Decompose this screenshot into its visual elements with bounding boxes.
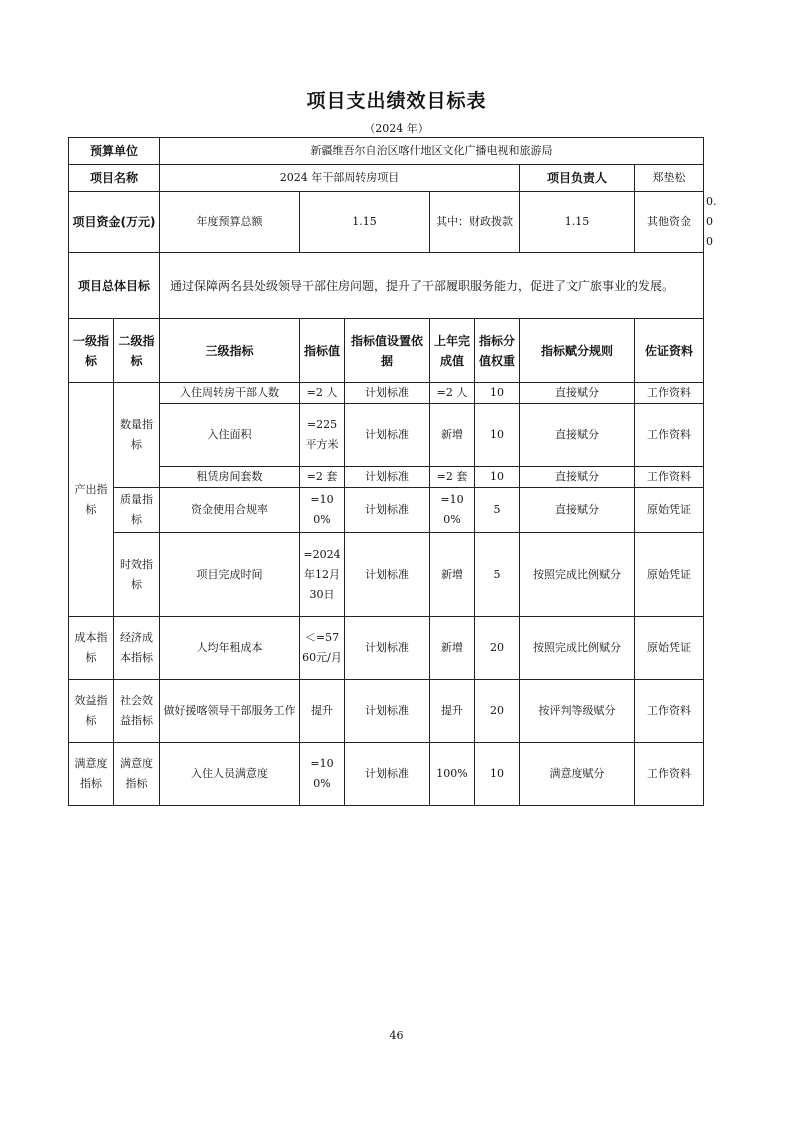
indicator-evidence: 工作资料 [635,383,704,404]
indicator-name: 项目完成时间 [160,533,300,617]
level1-benefit: 效益指标 [69,680,114,743]
level2-satisfaction: 满意度指标 [114,743,160,806]
level2-social-benefit: 社会效益指标 [114,680,160,743]
fiscal-allocation-value: 1.15 [520,192,635,253]
indicator-value: =2024年12月30日 [300,533,345,617]
indicator-basis: 计划标准 [345,467,430,488]
project-name-value: 2024 年干部周转房项目 [160,165,520,192]
indicator-rule: 按评判等级赋分 [520,680,635,743]
overall-goal-label: 项目总体目标 [69,253,160,319]
indicator-weight: 5 [475,488,520,533]
indicator-weight: 10 [475,404,520,467]
indicator-header-row [69,319,704,383]
indicator-last-year: 100% [430,743,475,806]
indicator-evidence: 原始凭证 [635,617,704,680]
table-row [69,533,704,617]
indicator-name: 做好援喀领导干部服务工作 [160,680,300,743]
annual-budget-label: 年度预算总额 [160,192,300,253]
indicator-name: 人均年租成本 [160,617,300,680]
indicator-value: =2 人 [300,383,345,404]
table-row [69,743,704,806]
table-row [69,467,704,488]
indicator-name: 租赁房间套数 [160,467,300,488]
fiscal-allocation-label: 其中：财政拨款 [430,192,520,253]
indicator-weight: 5 [475,533,520,617]
annual-budget-value: 1.15 [300,192,430,253]
indicator-basis: 计划标准 [345,383,430,404]
indicator-evidence: 工作资料 [635,404,704,467]
indicator-basis: 计划标准 [345,488,430,533]
indicator-weight: 10 [475,383,520,404]
header-basis: 指标值设置依据 [345,319,430,383]
page-number: 46 [389,1029,404,1042]
indicator-evidence: 工作资料 [635,680,704,743]
indicator-basis: 计划标准 [345,743,430,806]
indicator-basis: 计划标准 [345,617,430,680]
overall-goal-row [69,253,704,319]
indicator-rule: 满意度赋分 [520,743,635,806]
indicator-value: =100% [300,488,345,533]
header-evidence: 佐证资料 [635,319,704,383]
level2-economic-cost: 经济成本指标 [114,617,160,680]
indicator-rule: 直接赋分 [520,383,635,404]
indicator-name: 入住人员满意度 [160,743,300,806]
indicator-weight: 10 [475,467,520,488]
indicator-evidence: 原始凭证 [635,533,704,617]
project-leader-label: 项目负责人 [520,165,635,192]
indicator-last-year: 新增 [430,404,475,467]
indicator-last-year: =100% [430,488,475,533]
header-level2: 二级指标 [114,319,160,383]
indicator-basis: 计划标准 [345,533,430,617]
project-name-label: 项目名称 [69,165,160,192]
header-weight: 指标分值权重 [475,319,520,383]
table-row [69,617,704,680]
level1-satisfaction: 满意度指标 [69,743,114,806]
indicator-rule: 直接赋分 [520,404,635,467]
header-level1: 一级指标 [69,319,114,383]
funds-label: 项目资金(万元) [69,192,160,253]
indicator-rule: 直接赋分 [520,467,635,488]
indicator-weight: 20 [475,680,520,743]
table-row [69,488,704,533]
header-level3: 三级指标 [160,319,300,383]
project-leader-value: 郑垫松 [635,165,704,192]
indicator-last-year: 提升 [430,680,475,743]
table-row [69,404,704,467]
indicator-rule: 按照完成比例赋分 [520,533,635,617]
indicator-rule: 按照完成比例赋分 [520,617,635,680]
budget-unit-row [69,138,704,165]
indicator-last-year: =2 套 [430,467,475,488]
indicator-basis: 计划标准 [345,680,430,743]
indicator-name: 入住面积 [160,404,300,467]
level1-output: 产出指标 [69,383,114,617]
level1-cost: 成本指标 [69,617,114,680]
indicator-basis: 计划标准 [345,404,430,467]
indicator-value: =2 套 [300,467,345,488]
indicator-name: 入住周转房干部人数 [160,383,300,404]
indicator-value: =225平方米 [300,404,345,467]
level2-quality: 质量指标 [114,488,160,533]
indicator-name: 资金使用合规率 [160,488,300,533]
indicator-last-year: 新增 [430,533,475,617]
performance-table [68,137,717,806]
indicator-value: 提升 [300,680,345,743]
table-row [69,383,704,404]
header-value: 指标值 [300,319,345,383]
indicator-value: =100% [300,743,345,806]
indicator-rule: 直接赋分 [520,488,635,533]
overall-goal-text: 通过保障两名县处级领导干部住房问题，提升了干部履职服务能力，促进了文广旅事业的发展。 [160,253,704,319]
project-name-row [69,165,704,192]
header-last-year: 上年完成值 [430,319,475,383]
indicator-evidence: 原始凭证 [635,488,704,533]
funds-row: 项目资金(万元) 年度预算总额 1.15 其中：财政拨款 1.15 其他资金 0.00 [69,192,704,253]
indicator-last-year: 新增 [430,617,475,680]
indicator-weight: 20 [475,617,520,680]
level2-quantity: 数量指标 [114,383,160,488]
other-funds-label: 其他资金 [635,192,704,253]
header-scoring-rule: 指标赋分规则 [520,319,635,383]
level2-timeliness: 时效指标 [114,533,160,617]
budget-unit-value: 新疆维吾尔自治区喀什地区文化广播电视和旅游局 [160,138,704,165]
indicator-last-year: =2 人 [430,383,475,404]
indicator-weight: 10 [475,743,520,806]
page-title: 项目支出绩效目标表 [306,90,487,112]
table-row [69,680,704,743]
indicator-evidence: 工作资料 [635,467,704,488]
indicator-value: ＜=5760元/月 [300,617,345,680]
year-subtitle: （2024 年） [364,122,429,135]
indicator-evidence: 工作资料 [635,743,704,806]
budget-unit-label: 预算单位 [69,138,160,165]
